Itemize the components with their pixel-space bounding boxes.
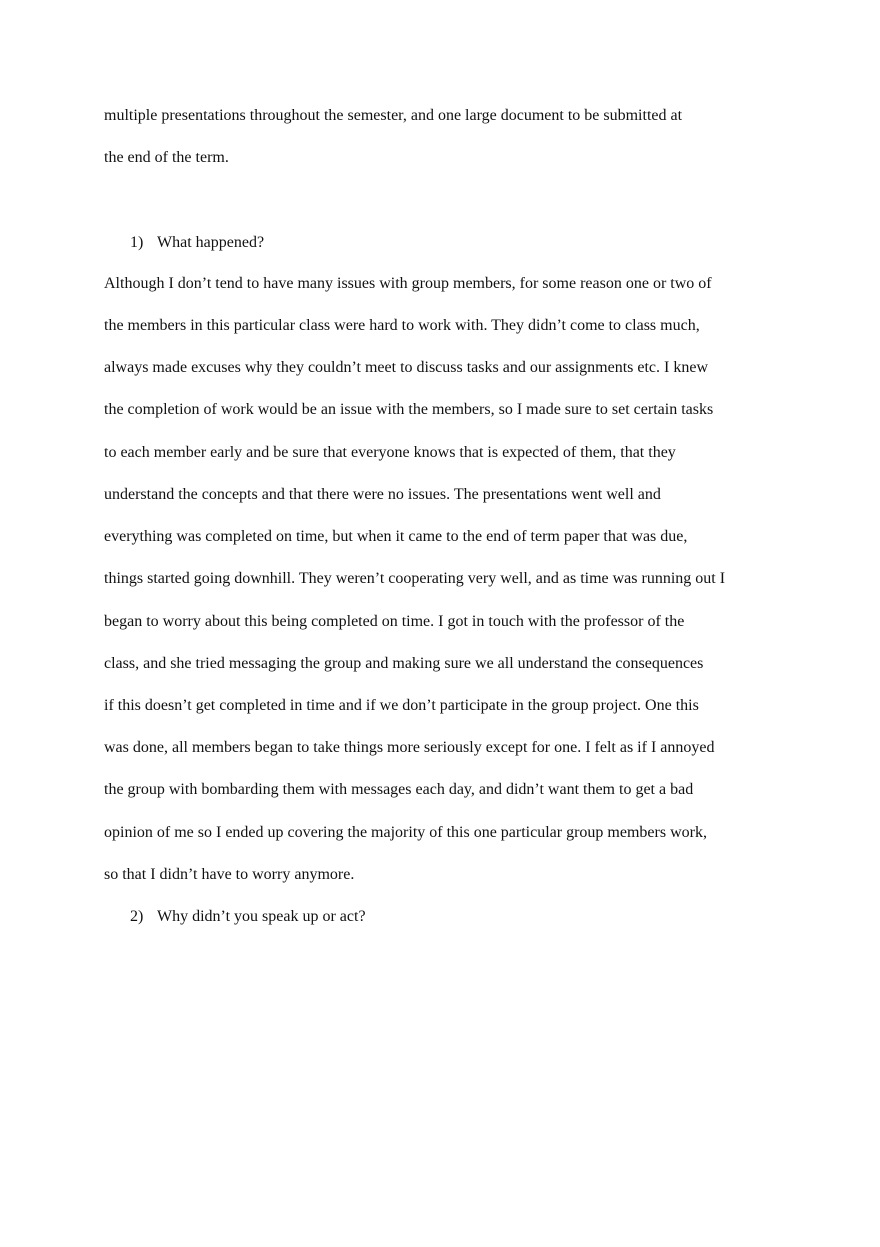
answer-1-line-1: Although I don’t tend to have many issues with group members, for some reason one or two of — [104, 275, 712, 292]
answer-1-line-15: so that I didn’t have to worry anymore. — [104, 866, 355, 883]
answer-1-line-2: the members in this particular class were hard to work with. They didn’t come to class much, — [104, 317, 700, 334]
answer-1-line-8: things started going downhill. They weren’t cooperating very well, and as time was running out I — [104, 570, 726, 587]
question-1-text: What happened? — [157, 234, 265, 251]
answer-1-line-10: class, and she tried messaging the group and making sure we all understand the consequences — [104, 655, 704, 672]
answer-1-line-5: to each member early and be sure that everyone knows that is expected of them, that they — [104, 444, 676, 461]
question-1-number: 1) — [130, 234, 144, 251]
answer-1-line-4: the completion of work would be an issue with the members, so I made sure to set certain tasks — [104, 401, 714, 418]
answer-1-line-13: the group with bombarding them with messages each day, and didn’t want them to get a bad — [104, 781, 694, 798]
answer-1-line-14: opinion of me so I ended up covering the majority of this one particular group members work, — [104, 824, 707, 841]
intro-line-1: multiple presentations throughout the semester, and one large document to be submitted at — [104, 107, 683, 124]
answer-1-line-9: began to worry about this being completed on time. I got in touch with the professor of the — [104, 613, 685, 630]
answer-1-line-11: if this doesn’t get completed in time and if we don’t participate in the group project. One this — [104, 697, 699, 714]
intro-line-2: the end of the term. — [104, 149, 229, 166]
question-2-number: 2) — [130, 908, 144, 925]
answer-1-line-12: was done, all members began to take things more seriously except for one. I felt as if I annoyed — [104, 739, 715, 756]
question-2-text: Why didn’t you speak up or act? — [157, 908, 366, 925]
answer-1-line-6: understand the concepts and that there were no issues. The presentations went well and — [104, 486, 661, 503]
answer-1-line-3: always made excuses why they couldn’t meet to discuss tasks and our assignments etc. I knew — [104, 359, 709, 376]
answer-1-line-7: everything was completed on time, but when it came to the end of term paper that was due, — [104, 528, 688, 545]
